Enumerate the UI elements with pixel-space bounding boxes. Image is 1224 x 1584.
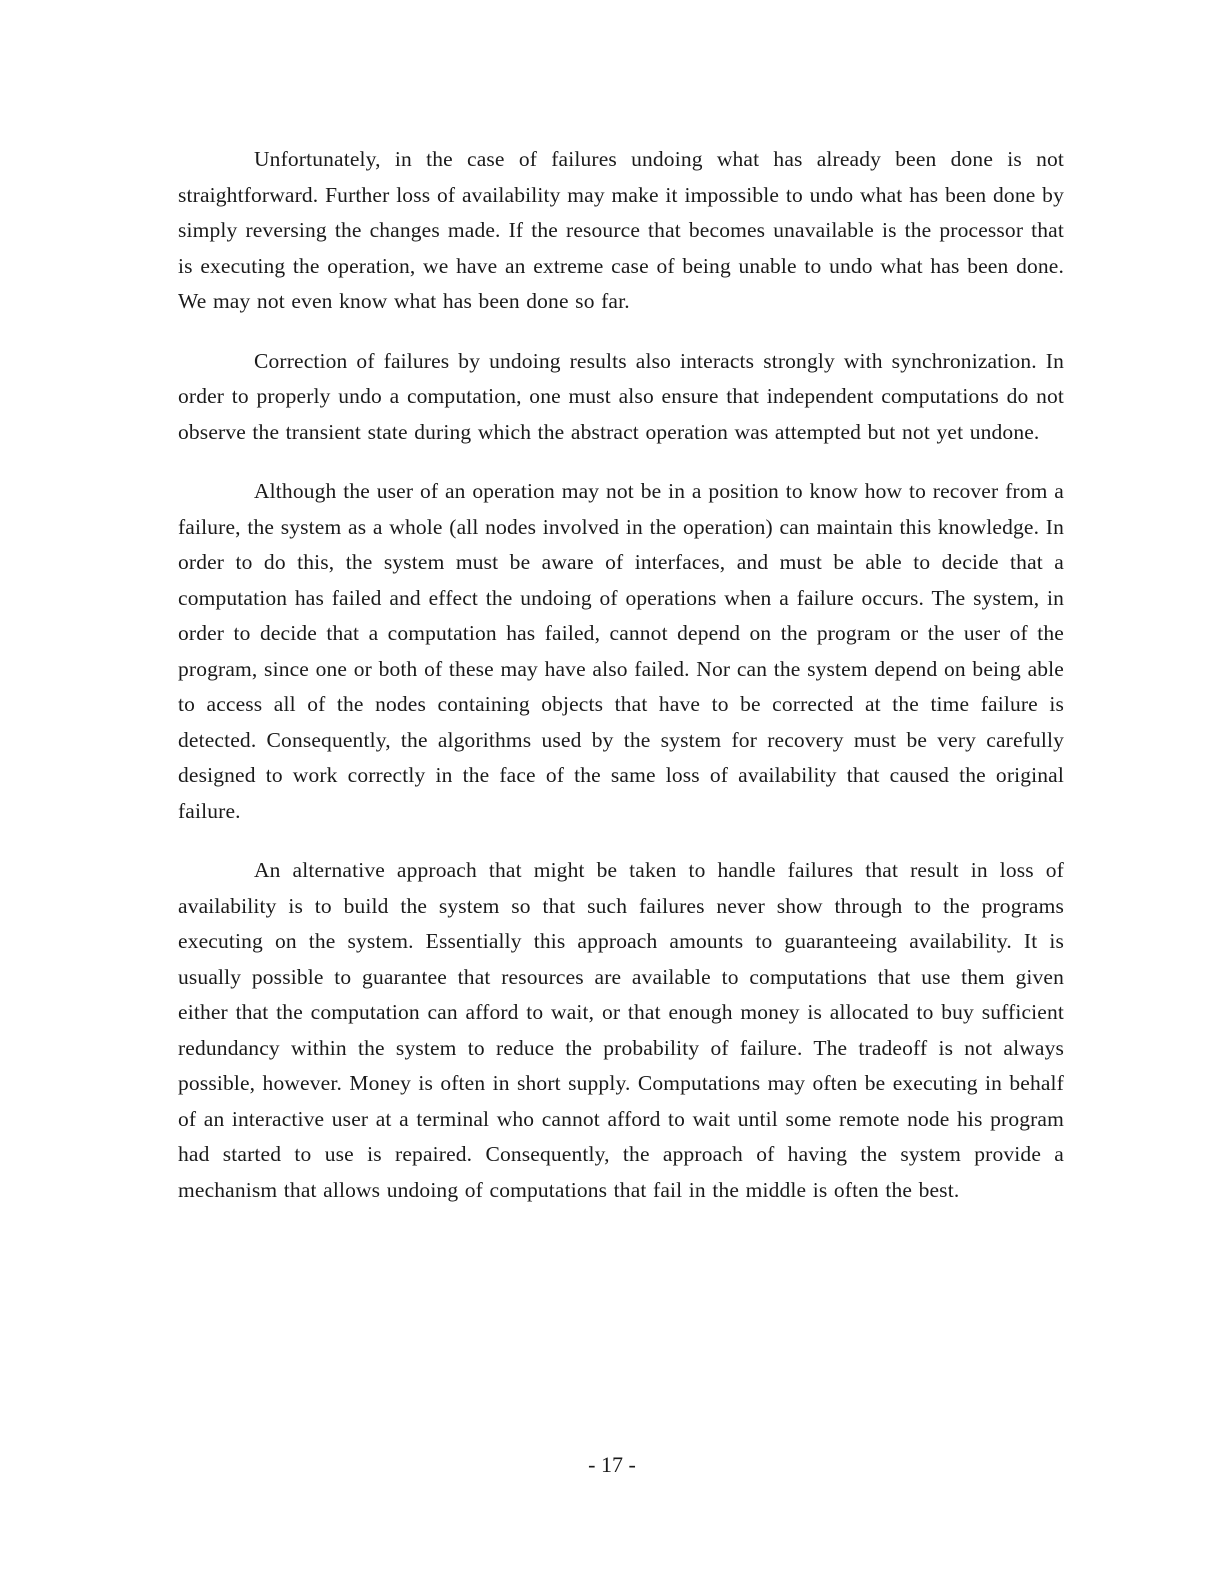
page-number: - 17 -	[588, 1452, 636, 1477]
body-text	[178, 142, 1064, 1232]
paragraph-2: Correction of failures by undoing results also interacts strongly with synchronization. In order to properly undo a computation, one must also ensure that independent computations do not observe the transient state during which the abstract operation was attempted but not yet undone.	[178, 348, 1064, 444]
paragraph-1: Unfortunately, in the case of failures undoing what has already been done is not straightforward. Further loss of availability may make it impossible to undo what has been done by simply reversing the changes made. If the resource that becomes unavailable is the processor that is executing the operation, we have an extreme case of being unable to undo what has been done. We may not even know what has been done so far.	[178, 147, 1064, 313]
paragraph-3: Although the user of an operation may not be in a position to know how to recover from a failure, the system as a whole (all nodes involved in the operation) can maintain this knowledge. In order to do this, the system must be aware of interfaces, and must be able to decide that a computation has failed and effect the undoing of operations when a failure occurs. The system, in order to decide that a computation has failed, cannot depend on the program or the user of the program, since one or both of these may have also failed. Nor can the system depend on being able to access all of the nodes containing objects that have to be corrected at the time failure is detected. Consequently, the algorithms used by the system for recovery must be very carefully designed to work correctly in the face of the same loss of availability that caused the original failure.	[178, 479, 1064, 823]
paragraph-4: An alternative approach that might be taken to handle failures that result in loss of availability is to build the system so that such failures never show through to the programs executing on the system. Essentially this approach amounts to guaranteeing availability. It is usually possible to guarantee that resources are available to computations that use them given either that the computation can afford to wait, or that enough money is allocated to buy sufficient redundancy within the system to reduce the probability of failure. The tradeoff is not always possible, however. Money is often in short supply. Computations may often be executing in behalf of an interactive user at a terminal who cannot afford to wait until some remote node his program had started to use is repaired. Consequently, the approach of having the system provide a mechanism that allows undoing of computations that fail in the middle is often the best.	[178, 858, 1064, 1202]
